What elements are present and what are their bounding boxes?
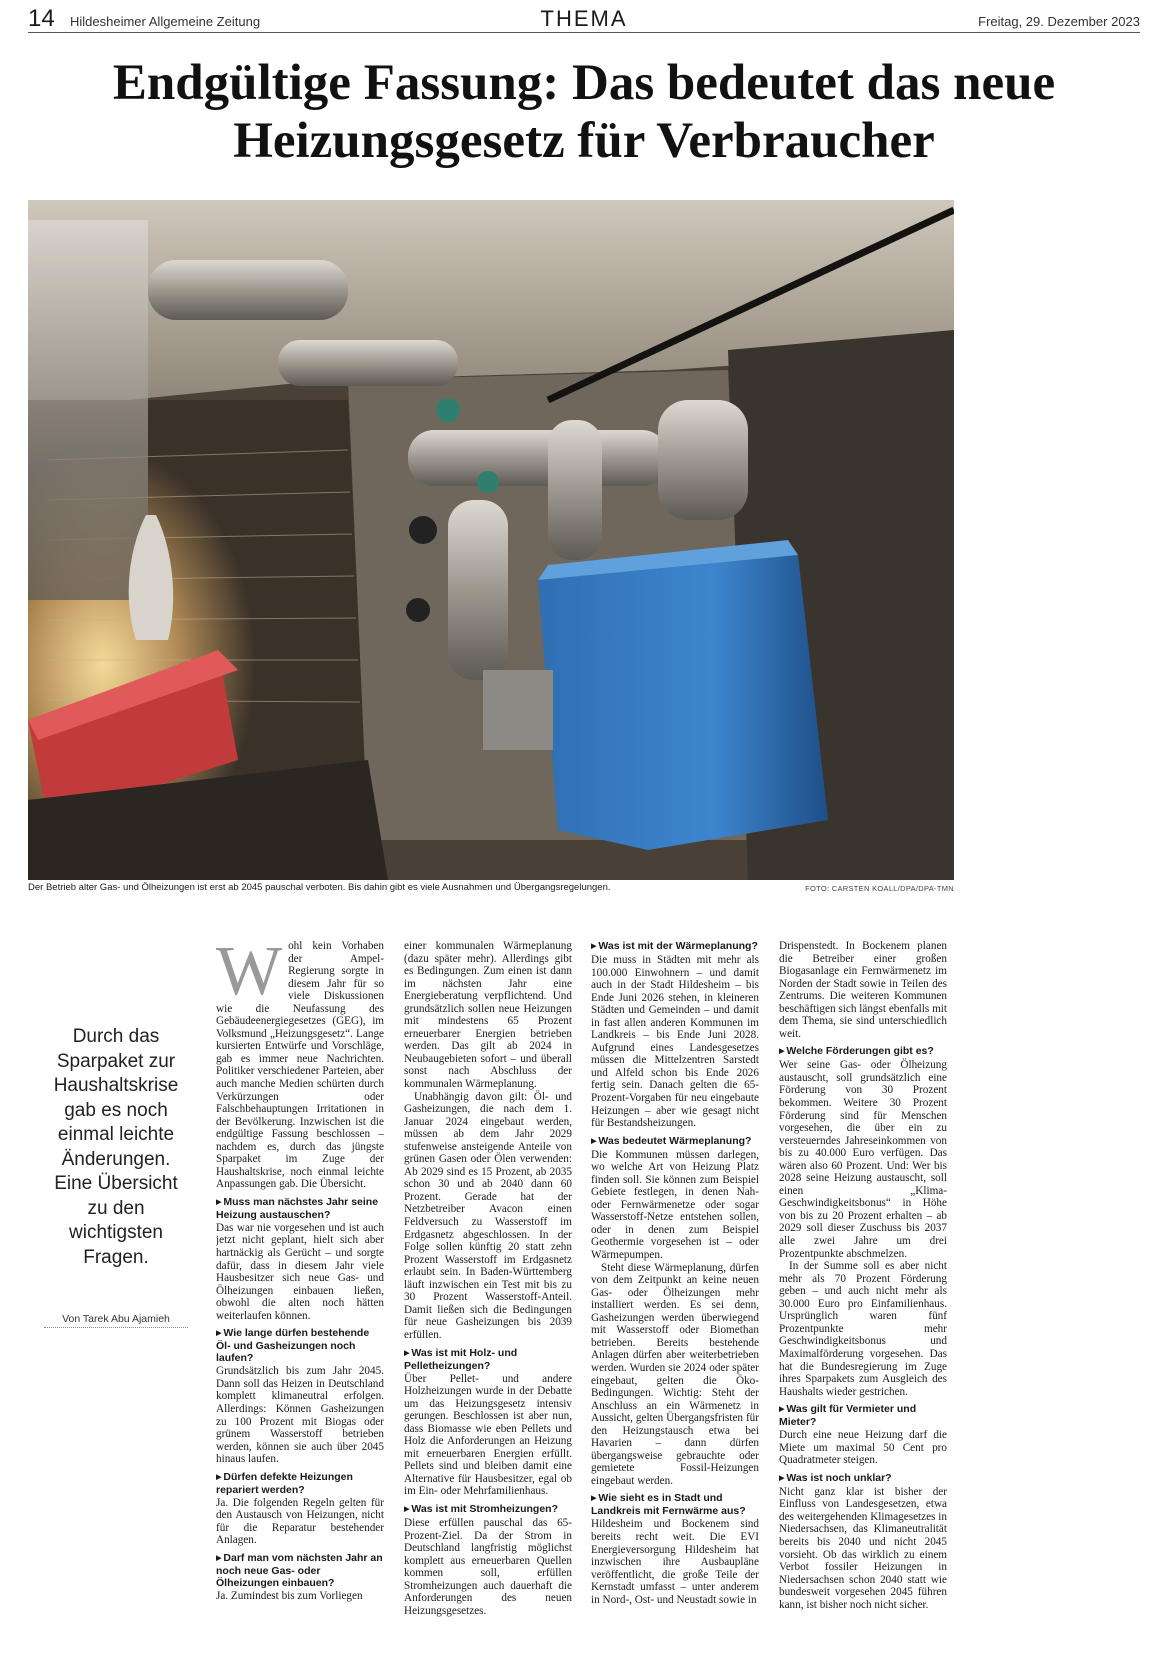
newspaper-name: Hildesheimer Allgemeine Zeitung — [70, 14, 261, 29]
answer-paragraph: Nicht ganz klar ist bisher der Einfluss von Landesgesetzen, etwa des weitergehenden Klimagesetzes in Niedersachsen, das Klimaneutralität bereits bis 2040 und nicht 2045 vorsieht. Ob das wirklich zu einem Verbot fossiler Heizungen in Niedersachsen schon 2040 statt wie bundesweit vorgesehen 2045 führen kann, ist bisher noch nicht sicher. — [779, 1485, 947, 1611]
question-heading: ▶ Welche Förderungen gibt es? — [779, 1045, 947, 1058]
body-paragraph: einer kommunalen Wärmeplanung (dazu später mehr). Allerdings gibt es Bedingungen. Zum einen ist dann im nächsten Jahr eine Energieberatung verpflichtend. Und grundsätzlich sollen neue Heizungen mit mindestens 65 Prozent erneuerbarer Energien betrieben werden. Das gilt ab 2024 in Neubaugebieten sofort – und überall sonst nach Abschluss der kommunalen Wärmeplanung. — [404, 940, 572, 1091]
answer-paragraph: Ja. Die folgenden Regeln gelten für den Austausch von Heizungen, nicht für die Reparatur bestehender Anlagen. — [216, 1496, 384, 1547]
text-column-1 — [216, 940, 384, 1640]
question-heading: ▶ Darf man vom nächsten Jahr an noch neue Gas- oder Ölheizungen einbauen? — [216, 1552, 384, 1589]
question-heading: ▶ Was ist mit Stromheizungen? — [404, 1503, 572, 1516]
text-column-4 — [779, 940, 947, 1640]
issue-date: Freitag, 29. Dezember 2023 — [978, 14, 1140, 29]
answer-paragraph: Durch eine neue Heizung darf die Miete um maximal 50 Cent pro Quadratmeter steigen. — [779, 1429, 947, 1467]
page-header — [28, 6, 1140, 33]
section-title: THEMA — [540, 6, 628, 31]
question-heading: ▶ Wie lange dürfen bestehende Öl- und Gasheizungen noch laufen? — [216, 1327, 384, 1364]
question-heading: ▶ Was ist mit Holz- und Pelletheizungen? — [404, 1347, 572, 1372]
question-heading: ▶ Dürfen defekte Heizungen repariert werden? — [216, 1471, 384, 1496]
answer-paragraph: Steht diese Wärmeplanung, dürfen von dem Zeitpunkt an keine neuen Gas- oder Ölheizungen mehr installiert werden. Es sei denn, Gasheizungen werden überwiegend mit Wasserstoff oder Biomethan betrieben. Bereits bestehende Anlagen dürfen aber weiterbetrieben werden. Wurden sie 2024 oder später eingebaut, gelten die Öko-Bedingungen. Wichtig: Steht der Anschluss an ein Wärmenetz in Aussicht, gelten Übergangsfristen für den Heizungstausch etwa bei Havarien – dann dürfen übergangsweise gebrauchte oder gemietete Fossil-Heizungen eingebaut werden. — [591, 1261, 759, 1487]
answer-paragraph: In der Summe soll es aber nicht mehr als 70 Prozent Förderung geben – und auch nicht mehr als 30.000 Euro pro Einfamilienhaus. Ursprünglich waren fünf Prozentpunkte mehr Geschwindigkeitsbonus und Maximalförderung vorgesehen. Das hat die Bundesregierung im Zuge ihres Sparpakets zum Ausgleich des Haushalts wieder gestrichen. — [779, 1260, 947, 1398]
pull-quote: Durch das Sparpaket zur Haushaltskrise gab es noch einmal leichte Änderungen. Eine Übersicht zu den wichtigsten Fragen. — [53, 1026, 179, 1268]
answer-paragraph: Diese erfüllen pauschal das 65-Prozent-Ziel. Da der Strom in Deutschland langfristig möglichst komplett aus erneuerbaren Quellen kommen soll, erfüllen Stromheizungen auch dauerhaft die Anforderungen des neuen Heizungsgesetzes. — [404, 1516, 572, 1617]
question-heading: ▶ Muss man nächstes Jahr seine Heizung austauschen? — [216, 1196, 384, 1221]
question-heading: ▶ Was gilt für Vermieter und Mieter? — [779, 1403, 947, 1428]
answer-paragraph: Über Pellet- und andere Holzheizungen wurde in der Debatte um das Heizungsgesetz intensiv gerungen. Beschlossen ist aber nun, dass Biomasse wie eben Pellets und Holz die Anforderungen an Heizung mit erneuerbaren Energien erfüllt. Pellets sind und bleiben damit eine Alternative für Hausbesitzer, egal ob im Ein- oder Mehrfamilienhaus. — [404, 1372, 572, 1498]
intro-paragraph: ohl kein Vorhaben der Ampel-Regierung sorgte in diesem Jahr für so viele Diskussionen wie die Neufassung des Gebäudeenergiegesetzes (GEG), im Volksmund „Heizungsgesetz“. Lange kursierten Entwürfe und Vorschläge, gab es immer neue Nachrichten. Politiker verschiedener Parteien, aber auch manche Medien schürten durch Verkürzungen oder Falschbehauptungen Irritationen in der Bevölkerung. Inzwischen ist die endgültige Fassung beschlossen – nachdem es, durch das jüngste Sparpaket im Zuge der Haushaltskrise, noch einmal leichte Anpassungen gab. Die Übersicht. — [216, 940, 384, 1191]
photo-credit: FOTO: CARSTEN KOALL/DPA/DPA-TMN — [805, 884, 954, 893]
answer-paragraph: Wer seine Gas- oder Ölheizung austauscht, soll grundsätzlich eine Förderung von 30 Prozent bekommen. Weitere 30 Prozent Förderung sind für Menschen vorgesehen, die über ein zu versteuerndes Jahreseinkommen von bis zu 40.000 Euro verfügen. Das wären also 60 Prozent. Und: Wer bis 2028 seine Heizung austauscht, soll einen „Klima-Geschwindigkeitsbonus“ in Höhe von bis zu 20 Prozent erhalten – ab 2029 soll dieser Zuschuss bis 2037 alle zwei Jahre um drei Prozentpunkte abschmelzen. — [779, 1059, 947, 1260]
body-paragraph: Unabhängig davon gilt: Öl- und Gasheizungen, die nach dem 1. Januar 2024 eingebaut werden, müssen ab dem Jahr 2029 stufenweise ansteigende Anteile von grünen Gasen oder Ölen verwenden: Ab 2029 sind es 15 Prozent, ab 2035 schon 30 und ab 2040 dann 60 Prozent. Gerade hat der Netzbetreiber Avacon einen Feldversuch zu Wasserstoff im Erdgasnetz abgeschlossen. In der Folge sollen künftig 20 statt zehn Prozent Wasserstoff im Erdgasnetz erlaubt sein. In Baden-Württemberg läuft inzwischen ein Test mit bis zu 30 Prozent Wasserstoff-Anteil. Damit ließen sich die Bedingungen für neue Gasheizungen bis 2039 erfüllen. — [404, 1090, 572, 1341]
question-heading: ▶ Wie sieht es in Stadt und Landkreis mit Fernwärme aus? — [591, 1492, 759, 1517]
article-photo — [28, 200, 954, 880]
answer-paragraph: Die Kommunen müssen darlegen, wo welche Art von Heizung Platz finden soll. Sie können zum Beispiel Gebiete festlegen, in denen Nah- oder Fernwärmenetze oder sogar Wasserstoff-Netze entstehen sollen, oder in denen zum Beispiel Geothermie vorgesehen ist – oder Wärmepumpen. — [591, 1148, 759, 1262]
answer-paragraph: Hildesheim und Bockenem sind bereits recht weit. Die EVI Energieversorgung Hildesheim hat inzwischen ihre Ausbaupläne veröffentlicht, die große Teile der Kernstadt umfasst – unter anderem in Nord-, Ost- und Neustadt sowie in — [591, 1518, 759, 1606]
page-number: 14 — [28, 5, 55, 32]
text-column-3 — [591, 940, 759, 1640]
boiler-room-illustration — [28, 200, 954, 880]
answer-paragraph: Die muss in Städten mit mehr als 100.000 Einwohnern – und damit auch in der Stadt Hildesheim – bis Ende Juni 2026 stehen, in kleineren Städten und Gemeinden – und damit in fast allen anderen Kommunen im Landkreis – bis Ende Juni 2028. Aufgrund eines Landesgesetzes müssen die Mittelzentren Sarstedt und Alfeld schon bis Ende 2026 fertig sein. Danach gelten die 65-Prozent-Vorgaben für neu eingebaute Heizungen – aber wie gesagt nicht für Bestandsheizungen. — [591, 954, 759, 1130]
answer-paragraph: Das war nie vorgesehen und ist auch jetzt nicht geplant, hielt sich aber hartnäckig als Gerücht – und sorgte dafür, dass in diesem Jahr viele Hausbesitzer sich neue Gas- und Ölheizungen einbauen ließen, obwohl die alten noch hätten weiterlaufen können. — [216, 1221, 384, 1322]
question-heading: ▶ Was bedeutet Wärmeplanung? — [591, 1135, 759, 1148]
answer-paragraph: Ja. Zumindest bis zum Vorliegen — [216, 1589, 363, 1602]
photo-caption: Der Betrieb alter Gas- und Ölheizungen ist erst ab 2045 pauschal verboten. Bis dahin gibt es viele Ausnahmen und Übergangsregelungen. — [28, 882, 611, 893]
body-paragraph: Drispenstedt. In Bockenem planen die Betreiber einer großen Biogasanlage ein Fernwärmenetz im Norden der Stadt sowie in Teilen des Zentrums. Die weiteren Kommunen beschäftigen sich längst ebenfalls mit dem Thema, sie sind unterschiedlich weit. — [779, 940, 947, 1040]
answer-paragraph: Grundsätzlich bis zum Jahr 2045. Dann soll das Heizen in Deutschland komplett klimaneutral erfolgen. Allerdings: Können Gasheizungen zu 100 Prozent mit Biogas oder grünem Wasserstoff betrieben werden, können sie auch über 2045 hinaus laufen. — [216, 1365, 384, 1466]
question-heading: ▶ Was ist noch unklar? — [779, 1472, 947, 1485]
headline: Endgültige Fassung: Das bedeutet das neue Heizungsgesetz für Verbraucher — [112, 55, 1056, 169]
author-byline: Von Tarek Abu Ajamieh — [44, 1313, 188, 1328]
question-heading: ▶ Was ist mit der Wärmeplanung? — [591, 940, 759, 953]
text-column-2 — [404, 940, 572, 1640]
drop-cap: W — [216, 940, 283, 1010]
